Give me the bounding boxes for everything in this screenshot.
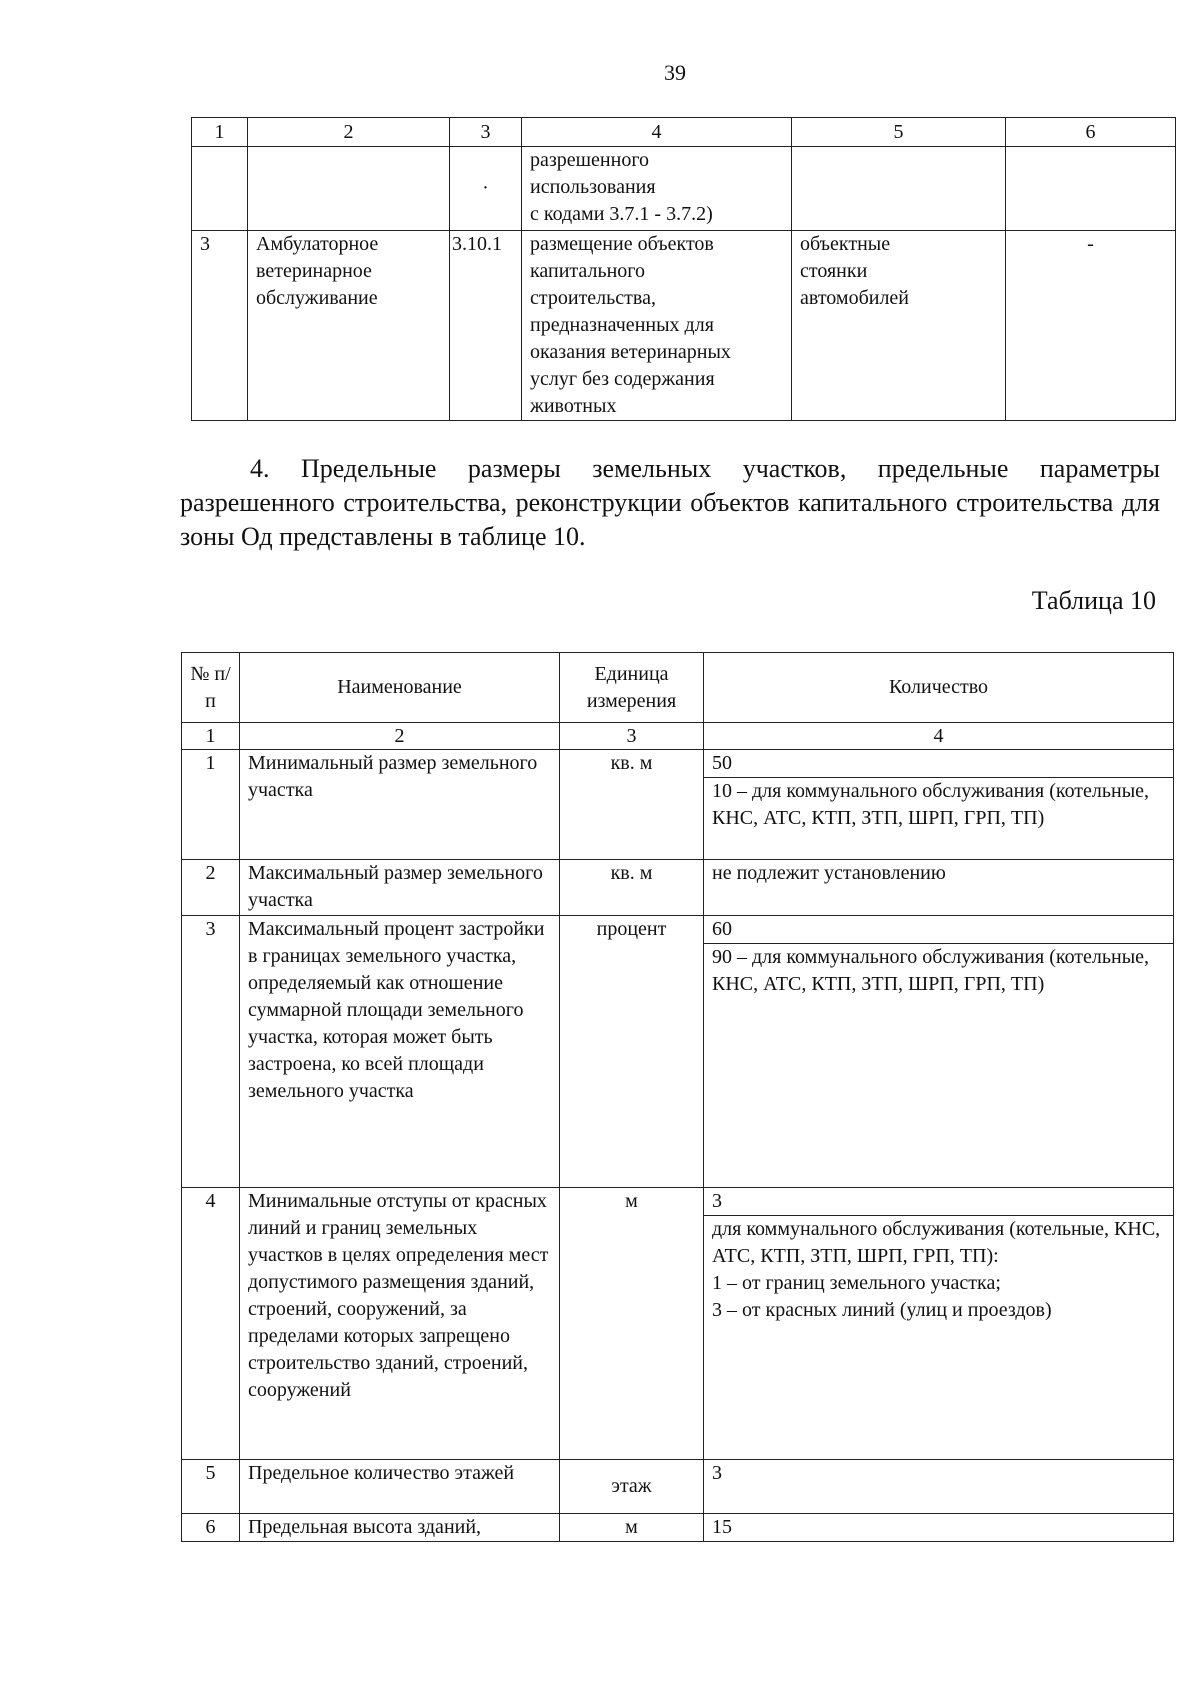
header-qty: Количество — [704, 653, 1174, 723]
cell-unit: этаж — [560, 1460, 704, 1514]
table-row — [192, 147, 1176, 231]
name-line: ветеринарное — [256, 260, 372, 282]
cell-name: Предельное количество этажей — [240, 1460, 560, 1514]
body-paragraph — [180, 452, 1160, 554]
cell-unit: м — [560, 1188, 704, 1460]
table-row — [182, 1188, 1174, 1460]
qty-sub: 10 – для коммунального обслуживания (котельные, КНС, АТС, КТП, ЗТП, ШРП, ГРП, ТП) — [712, 780, 1150, 829]
stray-mark: · — [482, 177, 489, 199]
cell-qty — [704, 1188, 1174, 1460]
column-number: 1 — [192, 118, 248, 147]
column-number: 3 — [450, 118, 522, 147]
cell-unit: кв. м — [560, 860, 704, 916]
column-number: 5 — [792, 118, 1006, 147]
cell-qty — [704, 860, 1174, 916]
desc-line: предназначенных для — [530, 314, 714, 336]
column-number: 6 — [1006, 118, 1176, 147]
column-number: 1 — [182, 723, 240, 750]
name-line: Амбулаторное — [256, 233, 379, 255]
desc-line: животных — [530, 395, 617, 417]
aux-line: стоянки — [800, 260, 868, 282]
column-number: 2 — [248, 118, 450, 147]
column-number: 3 — [560, 723, 704, 750]
land-use-table — [191, 117, 1176, 421]
table-header-row — [192, 118, 1176, 147]
cell-num: 6 — [182, 1514, 240, 1542]
desc-line: размещение объектов — [530, 233, 714, 255]
cell-unit: м — [560, 1514, 704, 1542]
cell-name — [248, 147, 450, 231]
cell-col6: - — [1006, 231, 1176, 421]
cell-col6 — [1006, 147, 1176, 231]
table-row — [182, 916, 1174, 1188]
qty-sub-line: 1 – от границ земельного участка; — [712, 1272, 1001, 1294]
cell-name: Минимальные отступы от красных линий и границ земельных участков в целях определения мест допустимого размещения зданий, строений, сооружений, за пределами которых запрещено строительство зданий, строений, сооружений — [240, 1188, 560, 1460]
cell-aux — [792, 231, 1006, 421]
column-number: 2 — [240, 723, 560, 750]
cell-code — [450, 147, 522, 231]
column-number: 4 — [704, 723, 1174, 750]
table-row — [192, 231, 1176, 421]
table-header-row — [182, 653, 1174, 723]
name-line: обслуживание — [256, 287, 378, 309]
qty-main: 3 — [704, 1188, 1173, 1216]
qty-main: 50 — [704, 750, 1173, 778]
desc-line: использования — [530, 176, 656, 198]
qty-main: 60 — [704, 916, 1173, 944]
desc-line: оказания ветеринарных — [530, 341, 731, 363]
cell-unit: кв. м — [560, 750, 704, 860]
qty-main: 15 — [712, 1516, 732, 1538]
paragraph-text: 4. Предельные размеры земельных участков, предельные параметры разрешенного строительства, реконструкции объектов капитального строительства для зоны Од представлены в таблице 10. — [180, 454, 1160, 551]
desc-line: с кодами 3.7.1 - 3.7.2) — [530, 203, 713, 225]
desc-line: услуг без содержания — [530, 368, 715, 390]
desc-line: разрешенного — [530, 149, 650, 171]
cell-name: Предельная высота зданий, — [240, 1514, 560, 1542]
cell-unit: процент — [560, 916, 704, 1188]
desc-line: строительства, — [530, 287, 656, 309]
aux-line: автомобилей — [800, 287, 910, 309]
cell-qty — [704, 750, 1174, 860]
cell-num: 3 — [182, 916, 240, 1188]
cell-qty — [704, 1514, 1174, 1542]
table-row — [182, 750, 1174, 860]
cell-name: Максимальный процент застройки в границах земельного участка, определяемый как отношение суммарной площади земельного участка, которая может быть застроена, ко всей площади земельного участка — [240, 916, 560, 1188]
table-row — [182, 1514, 1174, 1542]
header-num: № п/п — [182, 653, 240, 723]
table-row — [182, 860, 1174, 916]
table-row — [182, 1460, 1174, 1514]
cell-name: Максимальный размер земельного участка — [240, 860, 560, 916]
parameters-table — [181, 652, 1174, 1542]
cell-qty — [704, 1460, 1174, 1514]
cell-aux — [792, 147, 1006, 231]
cell-num — [192, 147, 248, 231]
qty-sub: 90 – для коммунального обслуживания (котельные, КНС, АТС, КТП, ЗТП, ШРП, ГРП, ТП) — [712, 946, 1150, 995]
aux-line: объектные — [800, 233, 891, 255]
header-name: Наименование — [240, 653, 560, 723]
cell-num: 4 — [182, 1188, 240, 1460]
cell-num: 1 — [182, 750, 240, 860]
cell-code: 3.10.1 — [450, 231, 522, 421]
header-unit: Единица измерения — [560, 653, 704, 723]
page-number: 39 — [664, 60, 686, 85]
cell-name: Минимальный размер земельного участка — [240, 750, 560, 860]
qty-sub-line: 3 – от красных линий (улиц и проездов) — [712, 1299, 1052, 1321]
cell-num: 3 — [192, 231, 248, 421]
cell-num: 5 — [182, 1460, 240, 1514]
desc-line: капитального — [530, 260, 645, 282]
cell-qty — [704, 916, 1174, 1188]
column-number: 4 — [522, 118, 792, 147]
qty-sub — [704, 1216, 1173, 1324]
cell-num: 2 — [182, 860, 240, 916]
qty-main: не подлежит установлению — [712, 862, 946, 884]
qty-main: 3 — [712, 1462, 722, 1484]
qty-sub-line: для коммунального обслуживания (котельные, КНС, АТС, КТП, ЗТП, ШРП, ГРП, ТП): — [712, 1218, 1161, 1267]
cell-description — [522, 147, 792, 231]
column-numbers-row — [182, 723, 1174, 750]
table-caption: Таблица 10 — [1031, 586, 1156, 615]
cell-description — [522, 231, 792, 421]
cell-name — [248, 231, 450, 421]
